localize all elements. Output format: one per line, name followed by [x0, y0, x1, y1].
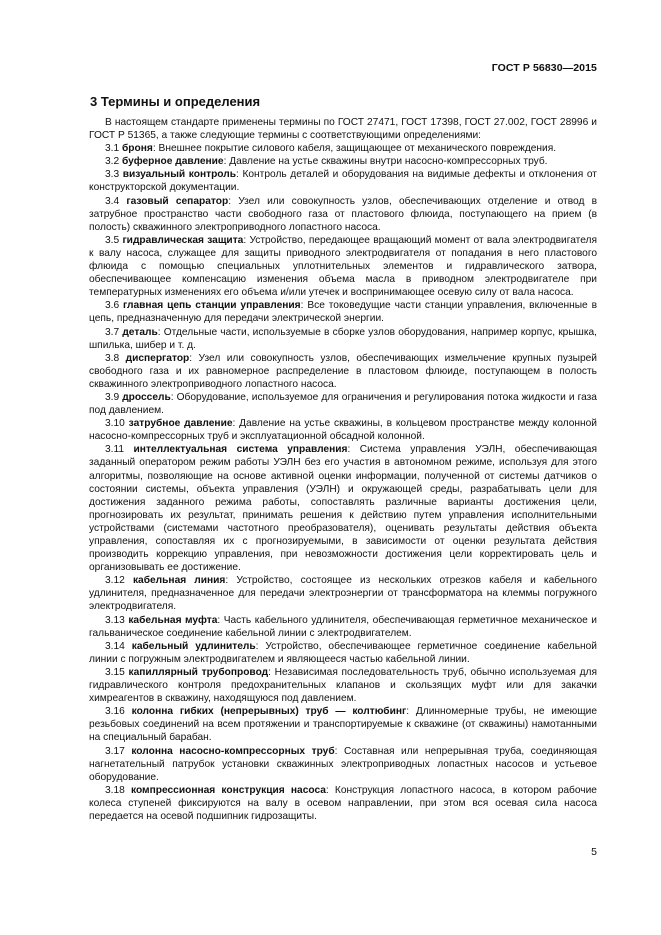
term-name: броня	[122, 143, 153, 155]
term-number: 3.15	[105, 666, 125, 678]
term-name: колонна насосно-компрессорных труб	[131, 745, 335, 757]
term-definition: : Внешнее покрытие силового кабеля, защищающее от механического повреждения.	[152, 143, 557, 155]
term-number: 3.10	[105, 418, 125, 430]
term-name: кабельная линия	[132, 575, 226, 587]
term-entry	[89, 299, 597, 325]
term-name: визуальный контроль	[122, 169, 237, 181]
term-definition: : Часть кабельного удлинителя, обеспечивающая герметичное механическое и гальваническое соединение кабельной линии с электродвигателем.	[89, 614, 597, 639]
term-entry	[89, 195, 597, 234]
term-definition: : Давление на устье скважины, в кольцевом пространстве между колонной насосно-компрессорных труб и эксплуатационной обсадной колонной.	[89, 418, 597, 443]
term-name: дроссель	[122, 391, 171, 403]
term-definition: : Составная или непрерывная труба, соединяющая нагнетательный патрубок установки скважинных электроприводных лопастных насосов и устьевое оборудование.	[89, 745, 597, 783]
term-definition: : Устройство, обеспечивающее герметичное соединение кабельной линии с погружным электродвигателем и являющееся частью кабельной линии.	[89, 640, 597, 665]
term-name: затрубное давление	[128, 418, 233, 430]
term-entry	[89, 443, 597, 574]
term-entry	[89, 640, 597, 666]
term-definition: : Устройство, передающее вращающий момент от вала электродвигателя к валу насоса, служащее для защиты приводного электродвигателя от попадания в него пластового флюида с помощью специальных уплотнительных элементов и гидравлического затвора, обеспечивающее компенсацию изменения объема масла в приводном электродвигателе при температурных изменениях его объема и/или утечек и воспринимающее осевую силу от вала насоса.	[89, 234, 598, 299]
term-entry	[89, 352, 597, 391]
term-definition: : Отдельные части, используемые в сборке узлов оборудования, например корпус, крышка, шпилька, шибер и т. д.	[89, 326, 597, 351]
term-name: кабельная муфта	[128, 614, 218, 626]
term-name: главная цепь станции управления	[123, 300, 301, 312]
term-definition: : Узел или совокупность узлов, обеспечивающих измельчение крупных пузырей свободного газа и их равномерное распределение в пластовом флюиде, поступающем в полость скважинного электроприводного лопастного насоса.	[89, 352, 597, 390]
term-entry	[89, 391, 597, 417]
term-name: буферное давление	[122, 156, 224, 168]
term-definition: : Давление на устье скважины внутри насосно-компрессорных труб.	[223, 156, 548, 168]
term-name: гидравлическая защита	[122, 234, 244, 246]
term-number: 3.8	[105, 352, 120, 364]
term-number: 3.3	[105, 169, 120, 181]
term-number: 3.13	[105, 614, 125, 626]
term-number: 3.16	[105, 706, 125, 718]
term-name: деталь	[122, 326, 158, 338]
term-number: 3.12	[105, 575, 125, 587]
term-entry	[89, 745, 597, 784]
term-entry	[89, 326, 597, 352]
term-name: кабельный удлинитель	[131, 640, 256, 652]
term-name: газовый сепаратор	[126, 195, 229, 207]
intro-paragraph: В настоящем стандарте применены термины по ГОСТ 27471, ГОСТ 17398, ГОСТ 27.002, ГОСТ 28996 и ГОСТ Р 51365, а также следующие термины с соответствующими определениями:	[89, 117, 597, 142]
term-number: 3.18	[105, 784, 125, 796]
term-entry	[89, 705, 597, 744]
term-definition: : Независимая последовательность труб, обычно используемая для гидравлического контроля предохранительных клапанов и скользящих муфт или для закачки химреагентов в скважину, находящуюся под давлением.	[89, 666, 597, 705]
term-definition: : Система управления УЭЛН, обеспечивающая заданный оператором режим работы УЭЛН без его участия в автономном режиме, используя для этого алгоритмы, позволяющие на основе активной оценки информации, полученной от системы датчиков о состоянии системы, объекта управления (УЭЛН) и окружающей среды, разрабатывать цели для достижения заданного режима работы, сопоставлять различные варианты достижения цели, прогнозировать их результат, принимать решения к действию путем управления исполнительными устройствами (системами частотного преобразователя), оценивать результаты действия объекта управления, сопоставляя их с прогнозируемыми, в зависимости от оценки результата действия производить коррекцию управления, при невозможности достижения цели корректировать цель и организовывать ее достижение.	[89, 444, 597, 574]
term-definition: : Конструкция лопастного насоса, в котором рабочие колеса ступеней фиксируются на валу в осевом направлении, при этом вся осевая сила насоса передается на осевой подшипник гидрозащиты.	[89, 784, 597, 822]
document-code: ГОСТ Р 56830—2015	[491, 62, 597, 74]
term-number: 3.4	[105, 195, 120, 207]
term-number: 3.17	[105, 745, 125, 757]
term-name: капиллярный трубопровод	[128, 666, 269, 678]
term-entry	[89, 614, 597, 640]
term-entry	[89, 155, 597, 168]
term-number: 3.14	[105, 640, 125, 652]
term-number: 3.7	[105, 326, 120, 338]
term-entry	[89, 784, 597, 823]
term-definition: : Оборудование, используемое для ограничения и регулирования потока жидкости и газа под давлением.	[89, 391, 597, 417]
page-number: 5	[591, 846, 597, 858]
term-definition: : Длинномерные трубы, не имеющие резьбовых соединений на всем протяжении и транспортируемые к скважине (от скважины) намотанными на специальный барабан.	[89, 706, 598, 744]
term-number: 3.5	[105, 234, 120, 246]
term-definition: : Все токоведущие части станции управления, включенные в цепь, предназначенную для передачи электрической энергии.	[89, 300, 598, 325]
term-number: 3.6	[105, 300, 120, 312]
term-entry	[89, 666, 597, 705]
term-name: интеллектуальная система управления	[133, 444, 348, 456]
term-number: 3.11	[105, 444, 125, 456]
term-name: диспергатор	[125, 352, 190, 364]
term-number: 3.9	[105, 391, 120, 403]
section-title: 3 Термины и определения	[90, 94, 261, 109]
term-definition: : Устройство, состоящее из нескольких отрезков кабеля и кабельного удлинителя, предназначенное для передачи электроэнергии от трансформатора на клеммы погружного электродвигателя.	[89, 575, 597, 613]
term-number: 3.1	[105, 143, 120, 155]
term-number: 3.2	[105, 156, 120, 168]
terms-content	[89, 116, 597, 823]
terms-list	[89, 142, 597, 823]
term-entry	[89, 574, 597, 613]
term-entry	[89, 417, 597, 443]
term-definition: : Узел или совокупность узлов, обеспечивающих отделение и отвод в затрубное пространство части свободного газа от пластового флюида, поступающего на прием (в полость) скважинного электроприводного лопастного насоса.	[89, 195, 597, 233]
term-entry	[89, 168, 597, 194]
term-name: колонна гибких (непрерывных) труб — колтюбинг	[131, 706, 407, 718]
term-entry	[89, 234, 597, 299]
term-entry	[89, 142, 597, 155]
term-name: компрессионная конструкция насоса	[131, 784, 326, 796]
term-definition: : Контроль деталей и оборудования на видимые дефекты и отклонения от конструкторской документации.	[89, 169, 597, 194]
